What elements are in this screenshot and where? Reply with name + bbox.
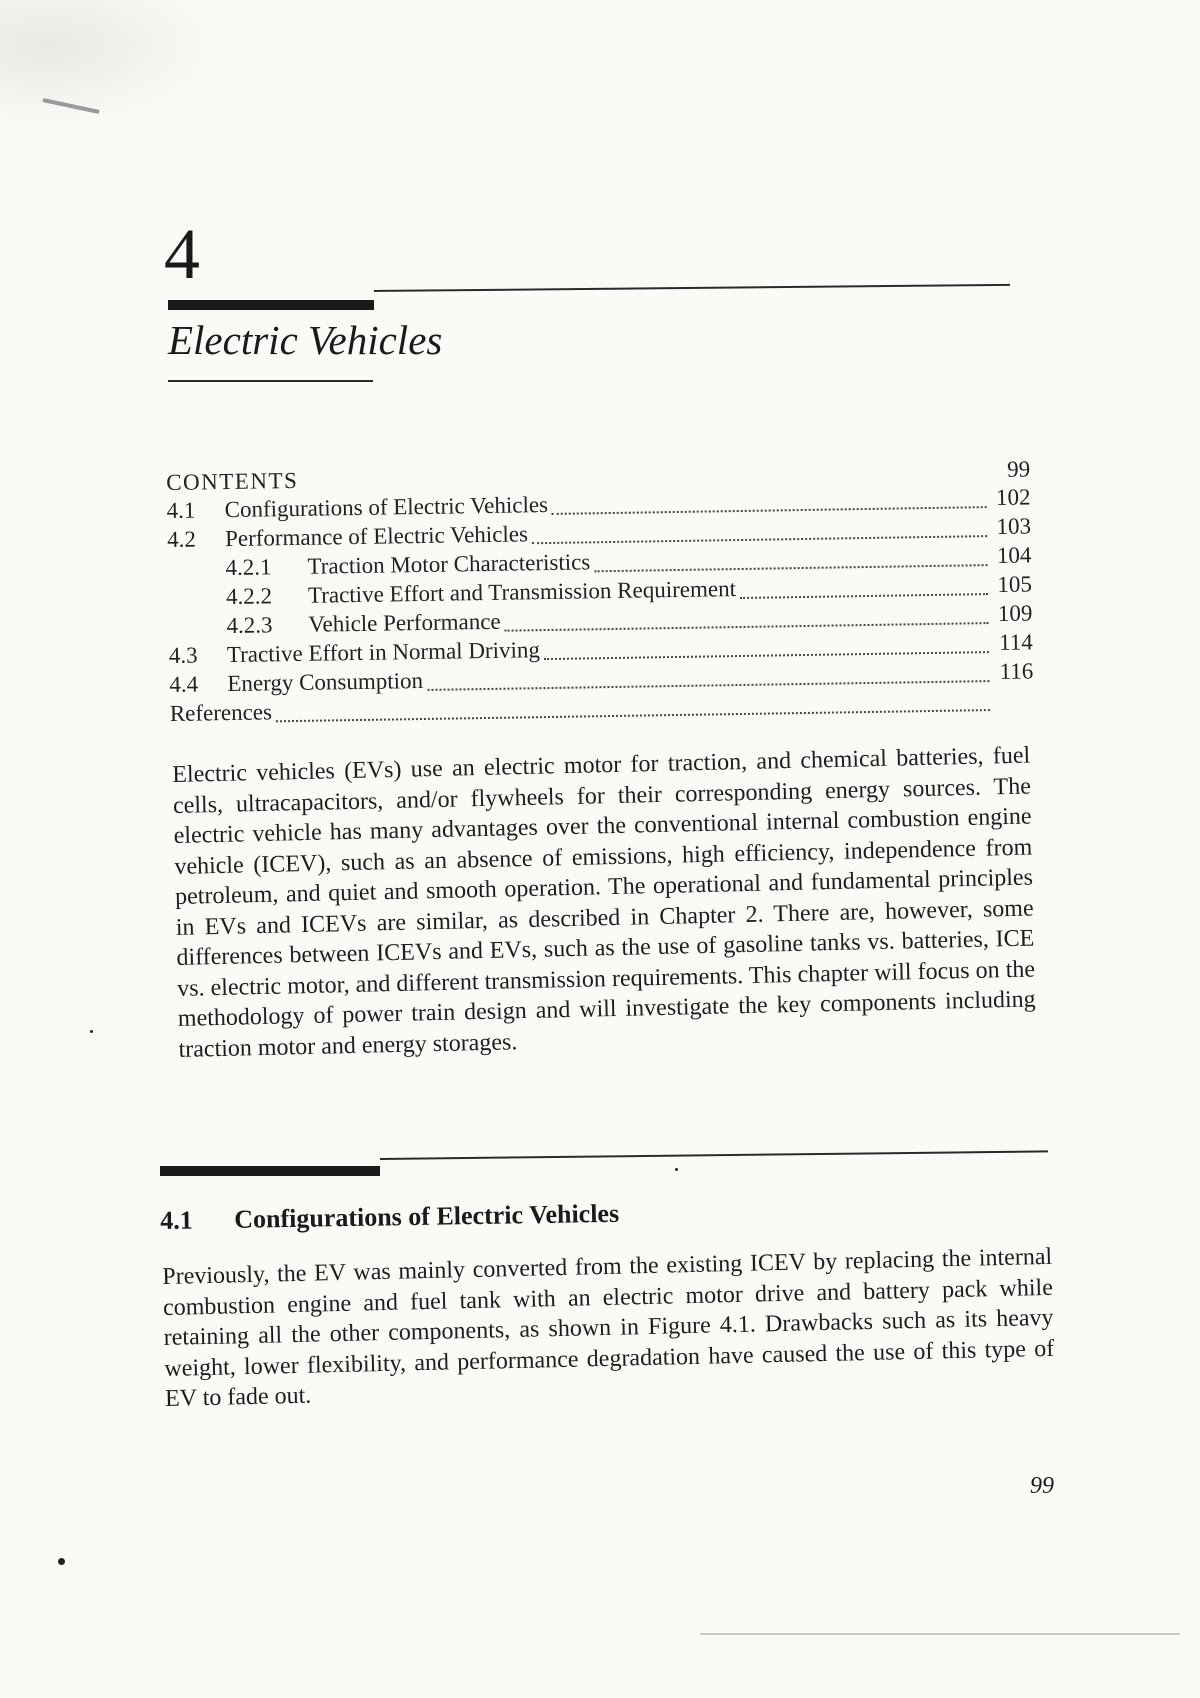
toc-entry-number: 4.2.3	[226, 612, 273, 639]
toc-entry-number: 4.2.1	[225, 554, 272, 581]
toc-entry-title: Traction Motor Characteristics	[307, 549, 591, 579]
toc-entry-number: 4.4	[169, 671, 199, 697]
toc-list	[166, 484, 1034, 730]
section-title: Configurations of Electric Vehicles	[233, 1198, 620, 1234]
section-heading	[160, 1199, 619, 1236]
scan-dot	[90, 1030, 93, 1033]
scan-dot	[58, 1558, 65, 1565]
toc-entry-number: 4.3	[168, 642, 198, 668]
section-number: 4.1	[160, 1205, 193, 1235]
contents-title: CONTENTS	[166, 467, 299, 495]
chapter-rule-thick	[168, 300, 374, 310]
toc-entry-page: 114	[998, 629, 1034, 655]
toc-leader-dots	[505, 621, 989, 632]
toc-leader-dots	[740, 592, 988, 599]
toc-leader-dots	[594, 563, 987, 572]
toc-entry-page: 105	[997, 571, 1033, 597]
toc-entry-page	[994, 707, 1034, 708]
toc-entry-page: 104	[996, 542, 1032, 568]
section-paragraph: Previously, the EV was mainly converted from the existing ICEV by replacing the internal combustion engine and fuel tank with an electric motor drive and battery pack while retaining all the other components, as shown in Figure 4.1. Drawbacks such as its heavy weight, lower flexibility, and performance degradation have caused the use of this type of EV to fade out.	[162, 1243, 1055, 1412]
toc-entry-title: Tractive Effort and Transmission Requirement	[307, 576, 737, 608]
toc-entry-page: 109	[997, 600, 1033, 626]
toc-leader-dots	[276, 708, 990, 722]
toc-entry-title: Performance of Electric Vehicles	[224, 521, 529, 552]
page-number: 99	[1030, 1473, 1054, 1499]
contents-heading-page: 99	[1006, 456, 1031, 482]
toc-entry-title: Tractive Effort in Normal Driving	[226, 637, 541, 668]
table-of-contents	[166, 456, 1034, 730]
toc-entry-title: References	[169, 699, 273, 726]
toc-entry-title: Energy Consumption	[227, 667, 424, 697]
toc-leader-dots	[552, 505, 987, 515]
toc-leader-dots	[544, 650, 989, 660]
chapter-number: 4	[164, 214, 200, 294]
chapter-title-underline	[168, 380, 373, 382]
toc-entry-title: Vehicle Performance	[308, 608, 501, 637]
toc-entry-title: Configurations of Electric Vehicles	[224, 492, 549, 523]
scan-smudge	[0, 0, 230, 130]
toc-entry-number: 4.2.2	[225, 583, 273, 610]
scan-edge-line	[700, 1633, 1180, 1635]
toc-entry-page: 102	[995, 484, 1031, 510]
section-rule-thick	[160, 1166, 380, 1176]
intro-paragraph: Electric vehicles (EVs) use an electric motor for traction, and chemical batteries, fuel cells, ultracapacitors, and/or flywheels for their corresponding energy sources. The electric vehicle has many advantages over the conventional internal combustion engine vehicle (ICEV), such as an absence of emissions, high efficiency, independence from petroleum, and quiet and smooth operation. The operational and fundamental principles in EVs and ICEVs are similar, as described in Chapter 2. There are, however, some differences between ICEVs and EVs, such as the use of gasoline tanks vs. batteries, ICE vs. electric motor, and different transmission requirements. This chapter will focus on the methodology of power train design and will investigate the key components including traction motor and energy storages.	[172, 742, 1036, 1063]
toc-entry-page: 103	[996, 513, 1032, 539]
toc-entry-number: 4.1	[166, 497, 196, 523]
chapter-rule-thin	[374, 284, 1010, 292]
chapter-title: Electric Vehicles	[168, 317, 443, 363]
toc-entry-number: 4.2	[166, 526, 197, 552]
toc-entry-page: 116	[999, 658, 1034, 684]
toc-leader-dots	[532, 534, 987, 544]
section-rule-thin	[380, 1150, 1048, 1160]
scan-dot	[675, 1168, 678, 1171]
